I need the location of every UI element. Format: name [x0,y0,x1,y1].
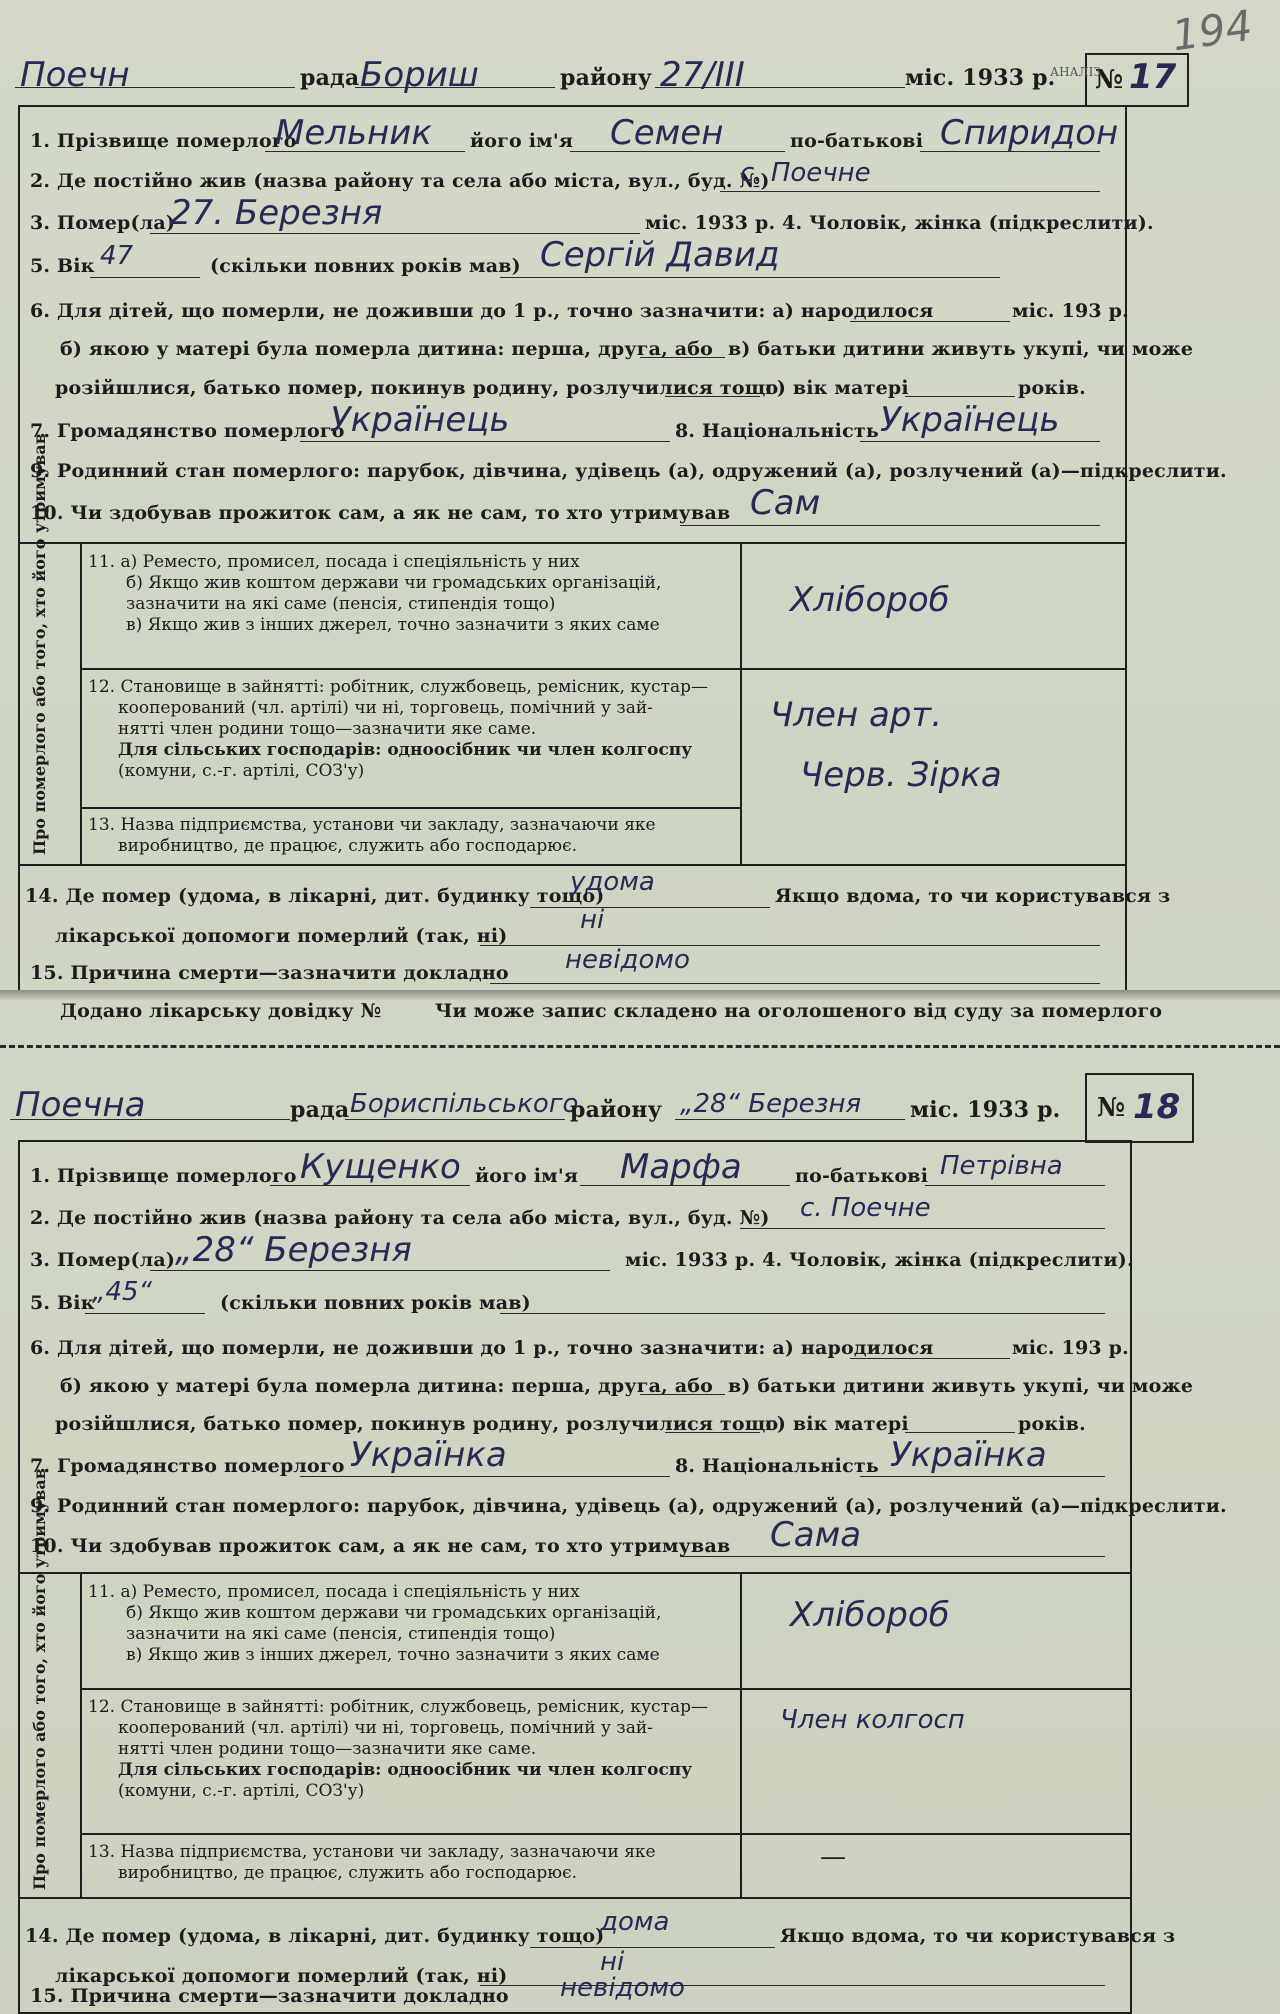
q15-cause-label: 15. Причина смерти—зазначити докладно [30,1985,509,2007]
q15-cause-label: 15. Причина смерти—зазначити докладно [30,962,509,984]
q1-patronymic-label: по-батькові [790,130,924,152]
q9-marital-label: 9. Родинний стан померлого: парубок, дівчина, удівець (а), одружений (а), розлучений (а)—підкреслити. [30,1495,1227,1517]
q1-name-label: його ім'я [475,1165,579,1187]
citizenship-handwriting: Українка [350,1435,507,1475]
age-handwriting: „45“ [92,1277,153,1307]
record-number-handwriting: 18 [1133,1087,1181,1127]
q13-a: 13. Назва підприємства, установи чи закладу, зазначаючи яке [88,1842,656,1862]
death-date-handwriting: „28“ Березня [175,1230,412,1270]
q9-marital-label: 9. Родинний стан померлого: парубок, дівчина, удівець (а), одружений (а), розлучений (а)—підкреслити. [30,460,1227,482]
q5-age-hint: (скільки повних років мав) [210,255,521,277]
q6-line3-c: років. [1018,377,1086,399]
q14-place-label: 14. Де помер (удома, в лікарні, дит. будинку тощо) [25,1925,605,1947]
q12-text [88,677,738,782]
village-handwriting: Поечна [15,1085,146,1125]
q6-line2: б) якою у матері була померла дитина: перша, друга, або [60,1375,713,1397]
q12-d: Для сільських господарів: одноосібник чи член колгоспу [118,740,693,760]
cut-line [0,1045,1280,1048]
residence-handwriting: с. Поечне [800,1193,931,1223]
support-handwriting: Сама [770,1515,862,1555]
q6-line3: розійшлися, батько помер, покинув родину, розлучилися тощо [55,377,779,399]
q11-c: в) Якщо жив з інших джерел, точно зазначити з яких саме [126,615,660,635]
q7-citizenship-label: 7. Громадянство померлого [30,420,345,442]
q14-help-label-2: лікарської допомоги померлий (так, ні) [55,1965,508,1987]
surname-handwriting: Кущенко [300,1147,461,1187]
q5-age-label: 5. Вік [30,1292,95,1314]
citizenship-handwriting: Українець [330,400,510,440]
q1-name-label: його ім'я [470,130,574,152]
stamp-text: АНАЛІЗ [1050,65,1101,79]
patronymic-handwriting: Петрівна [940,1151,1063,1181]
q12-e: (комуни, с.-г. артілі, СОЗ'у) [118,1781,365,1801]
help-handwriting: ні [580,905,605,935]
date-handwriting: „28“ Березня [680,1089,862,1119]
q3-month-sex-label: міс. 1933 р. 4. Чоловік, жінка (підкреслити). [645,212,1154,234]
archive-page-number: 194 [1168,0,1256,61]
q8-nationality-label: 8. Національність [675,420,879,442]
rada-label: рада [300,65,360,91]
q14-help-label: Якщо вдома, то чи користувався з [775,885,1171,907]
q11-handwriting: Хлібороб [790,1595,950,1635]
q11-b: б) Якщо жив коштом держави чи громадських організацій, [126,573,662,593]
q11-handwriting: Хлібороб [790,580,950,620]
q13-value: — [820,1842,846,1872]
q3-died-label: 3. Помер(ла) [30,212,176,234]
q13-text [88,815,738,857]
q13-a: 13. Назва підприємства, установи чи закладу, зазначаючи яке [88,815,656,835]
age-handwriting: 47 [100,241,134,271]
q6-line3: розійшлися, батько помер, покинув родину, розлучилися тощо [55,1413,779,1435]
q13-b: виробництво, де працює, служить або господарює. [118,1863,578,1883]
name-handwriting: Семен [610,113,724,153]
q3-month-sex-label: міс. 1933 р. 4. Чоловік, жінка (підкреслити). [625,1249,1134,1271]
q11-b: б) Якщо жив коштом держави чи громадських організацій, [126,1603,662,1623]
q6-line1-end: міс. 193 р. [1012,1337,1129,1359]
q12-handwriting-1: Член колгосп [780,1705,965,1735]
q2-residence-label: 2. Де постійно жив (назва району та села або міста, вул., буд. №) [30,170,770,192]
q6-line1-end: міс. 193 р. [1012,300,1129,322]
q6-line3-b: г) вік матері [765,377,909,399]
q2-residence-label: 2. Де постійно жив (назва району та села або міста, вул., буд. №) [30,1207,770,1229]
q11-text [88,1582,738,1666]
q6-line1: 6. Для дітей, що померли, не доживши до 1 р., точно зазначити: а) народилося [30,1337,934,1359]
cause-handwriting: невідомо [560,1973,685,2003]
q12-handwriting-1: Член арт. [770,695,943,735]
q13-text [88,1842,738,1884]
q6-line3-c: років. [1018,1413,1086,1435]
q12-a: 12. Становище в зайнятті: робітник, службовець, ремісник, кустар— [88,1697,709,1717]
q12-handwriting-2: Черв. Зірка [800,755,1002,795]
surname-handwriting: Мельник [275,113,432,153]
q11-a: 11. а) Реместо, промисел, посада і спеціяльність у них [88,1582,580,1602]
name-handwriting: Марфа [620,1147,742,1187]
patronymic-handwriting: Спиридон [940,113,1119,153]
record-number-box [1085,53,1189,107]
q12-a: 12. Становище в зайнятті: робітник, службовець, ремісник, кустар— [88,677,709,697]
number-sign: № [1097,1093,1126,1123]
support-handwriting: Сам [750,483,821,523]
rada-label: рада [290,1097,350,1123]
district-handwriting: Бориспільського [350,1089,579,1119]
district-handwriting: Бориш [360,55,479,95]
q14-place-label: 14. Де помер (удома, в лікарні, дит. будинку тощо) [25,885,605,907]
nationality-handwriting: Українка [890,1435,1047,1475]
q6-line1: 6. Для дітей, що померли, не доживши до 1 р., точно зазначити: а) народилося [30,300,934,322]
death-record-2 [0,1085,1280,2014]
q8-nationality-label: 8. Національність [675,1455,879,1477]
place-handwriting: дома [600,1907,670,1937]
q3-died-label: 3. Помер(ла) [30,1249,176,1271]
q12-e: (комуни, с.-г. артілі, СОЗ'у) [118,761,365,781]
village-handwriting: Поечн [20,55,130,95]
number-sign: № [1095,65,1124,95]
footer-certificate-label: Додано лікарську довідку № [60,1000,382,1022]
q1-surname-label: 1. Прізвище померлого [30,130,297,152]
rayon-label: району [560,65,653,91]
side-label: Про померлого або того, хто його утримував [30,1468,49,1890]
q5-age-label: 5. Вік [30,255,95,277]
age-note-handwriting: Сергій Давид [540,235,780,275]
q14-help-label: Якщо вдома, то чи користувався з [780,1925,1176,1947]
rayon-label: району [570,1097,663,1123]
q1-patronymic-label: по-батькові [795,1165,929,1187]
page-fold [0,990,1280,1000]
month-year-label: міс. 1933 р. [910,1097,1061,1123]
death-record-1 [0,55,1280,1022]
residence-handwriting: с. Поечне [740,158,871,188]
q6-line2-b: в) батьки дитини живуть укупі, чи може [728,1375,1194,1397]
record-number-box [1085,1073,1194,1143]
q11-text [88,552,738,636]
cause-handwriting: невідомо [565,945,690,975]
q1-surname-label: 1. Прізвище померлого [30,1165,297,1187]
q11-b2: зазначити на які саме (пенсія, стипендія тощо) [126,594,556,614]
date-handwriting: 27/ІІІ [660,55,745,95]
q10-support-label: 10. Чи здобував прожиток сам, а як не сам, то хто утримував [30,502,731,524]
q13-b: виробництво, де працює, служить або господарює. [118,836,578,856]
q6-line2: б) якою у матері була померла дитина: перша, друга, або [60,338,713,360]
place-handwriting: удома [570,867,655,897]
q12-b: кооперований (чл. артілі) чи ні, торговець, помічний у зай- [118,1718,653,1738]
q12-text [88,1697,738,1802]
q6-line2-b: в) батьки дитини живуть укупі, чи може [728,338,1194,360]
q11-a: 11. а) Реместо, промисел, посада і спеціяльність у них [88,552,580,572]
q12-c: нятті член родини тощо—зазначити яке саме. [118,719,537,739]
record-number-handwriting: 17 [1129,57,1177,97]
help-handwriting: ні [600,1947,625,1977]
q11-b2: зазначити на які саме (пенсія, стипендія тощо) [126,1624,556,1644]
q10-support-label: 10. Чи здобував прожиток сам, а як не сам, то хто утримував [30,1535,731,1557]
q12-b: кооперований (чл. артілі) чи ні, торговець, помічний у зай- [118,698,653,718]
nationality-handwriting: Українець [880,400,1060,440]
q5-age-hint: (скільки повних років мав) [220,1292,531,1314]
q7-citizenship-label: 7. Громадянство померлого [30,1455,345,1477]
q12-d: Для сільських господарів: одноосібник чи член колгоспу [118,1760,693,1780]
side-label: Про померлого або того, хто його утримував [30,433,49,855]
q11-c: в) Якщо жив з інших джерел, точно зазначити з яких саме [126,1645,660,1665]
q12-c: нятті член родини тощо—зазначити яке саме. [118,1739,537,1759]
footer-court-label: Чи може запис складено на оголошеного від суду за померлого [435,1000,1163,1022]
month-year-label: міс. 1933 р. [905,65,1056,91]
q6-line3-b: г) вік матері [765,1413,909,1435]
death-date-handwriting: 27. Березня [170,193,383,233]
q14-help-label-2: лікарської допомоги померлий (так, ні) [55,925,508,947]
